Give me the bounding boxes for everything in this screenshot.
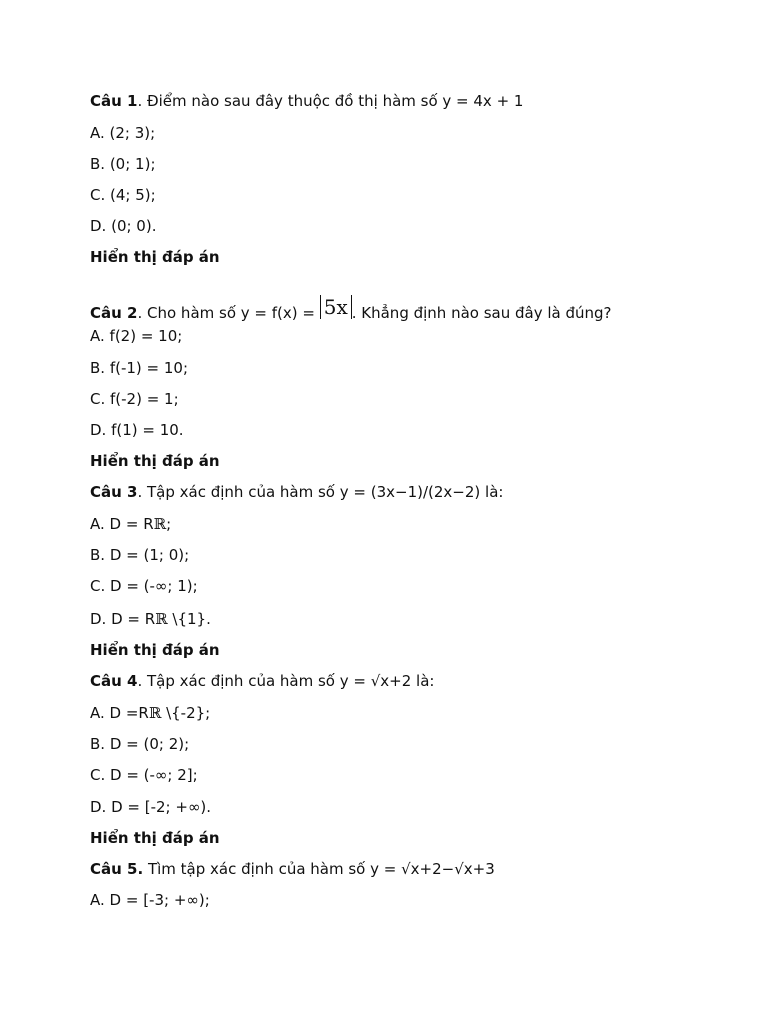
show-answer-2-link[interactable]: Hiển thị đáp án <box>90 452 220 470</box>
question-4-option-a <box>90 703 210 723</box>
question-2-option-a: A. f(2) = 10; <box>90 327 183 345</box>
option-a-end: \{-2}; <box>161 704 211 722</box>
question-4-option-d: D. D = [-2; +∞). <box>90 798 212 816</box>
question-5-option-a: A. D = [-3; +∞); <box>90 891 210 909</box>
question-4-option-b: B. D = (0; 2); <box>90 735 190 753</box>
question-3-option-b: B. D = (1; 0); <box>90 546 190 564</box>
question-5-label: Câu 5. <box>90 860 144 878</box>
question-5 <box>90 859 495 879</box>
question-2-option-c: C. f(-2) = 1; <box>90 390 179 408</box>
option-a-end: ; <box>166 515 172 533</box>
show-answer-1-link[interactable]: Hiển thị đáp án <box>90 248 220 266</box>
question-4-option-c: C. D = (-∞; 2]; <box>90 766 198 784</box>
option-d-text: D. D = R <box>90 610 156 628</box>
real-set-symbol: ℝ <box>155 610 168 628</box>
real-set-symbol: ℝ <box>148 704 162 722</box>
question-2-option-d: D. f(1) = 10. <box>90 421 184 439</box>
question-2-option-b: B. f(-1) = 10; <box>90 359 189 377</box>
question-3-label: Câu 3 <box>90 483 138 501</box>
question-1 <box>90 91 523 111</box>
question-2 <box>90 295 612 323</box>
show-answer-4-link[interactable]: Hiển thị đáp án <box>90 829 220 847</box>
question-1-text: . Điểm nào sau đây thuộc đồ thị hàm số y = 4x + 1 <box>137 92 524 110</box>
question-5-text: Tìm tập xác định của hàm số y = √x+2−√x+3 <box>143 860 495 878</box>
question-1-option-a: A. (2; 3); <box>90 124 156 142</box>
option-d-end: \{1}. <box>167 610 211 628</box>
question-4 <box>90 671 434 691</box>
option-a-text: A. D =R <box>90 704 149 722</box>
question-4-label: Câu 4 <box>90 672 138 690</box>
real-set-symbol: ℝ <box>153 515 167 533</box>
question-2-label: Câu 2 <box>90 304 138 322</box>
option-a-text: A. D = R <box>90 515 154 533</box>
question-2-formula: 5x <box>320 295 352 319</box>
question-1-option-d: D. (0; 0). <box>90 217 157 235</box>
question-3-option-d <box>90 609 211 629</box>
question-1-option-b: B. (0; 1); <box>90 155 156 173</box>
question-4-text: . Tập xác định của hàm số y = √x+2 là: <box>137 672 435 690</box>
question-2-text-before: . Cho hàm số y = f(x) = <box>137 304 320 322</box>
question-1-option-c: C. (4; 5); <box>90 186 156 204</box>
show-answer-3-link[interactable]: Hiển thị đáp án <box>90 641 220 659</box>
question-3-option-c: C. D = (-∞; 1); <box>90 577 198 595</box>
question-3 <box>90 482 503 502</box>
question-3-text: . Tập xác định của hàm số y = (3x−1)/(2x−2) là: <box>137 483 504 501</box>
question-3-option-a <box>90 514 171 534</box>
question-1-label: Câu 1 <box>90 92 138 110</box>
question-2-text-after: . Khẳng định nào sau đây là đúng? <box>351 304 612 322</box>
